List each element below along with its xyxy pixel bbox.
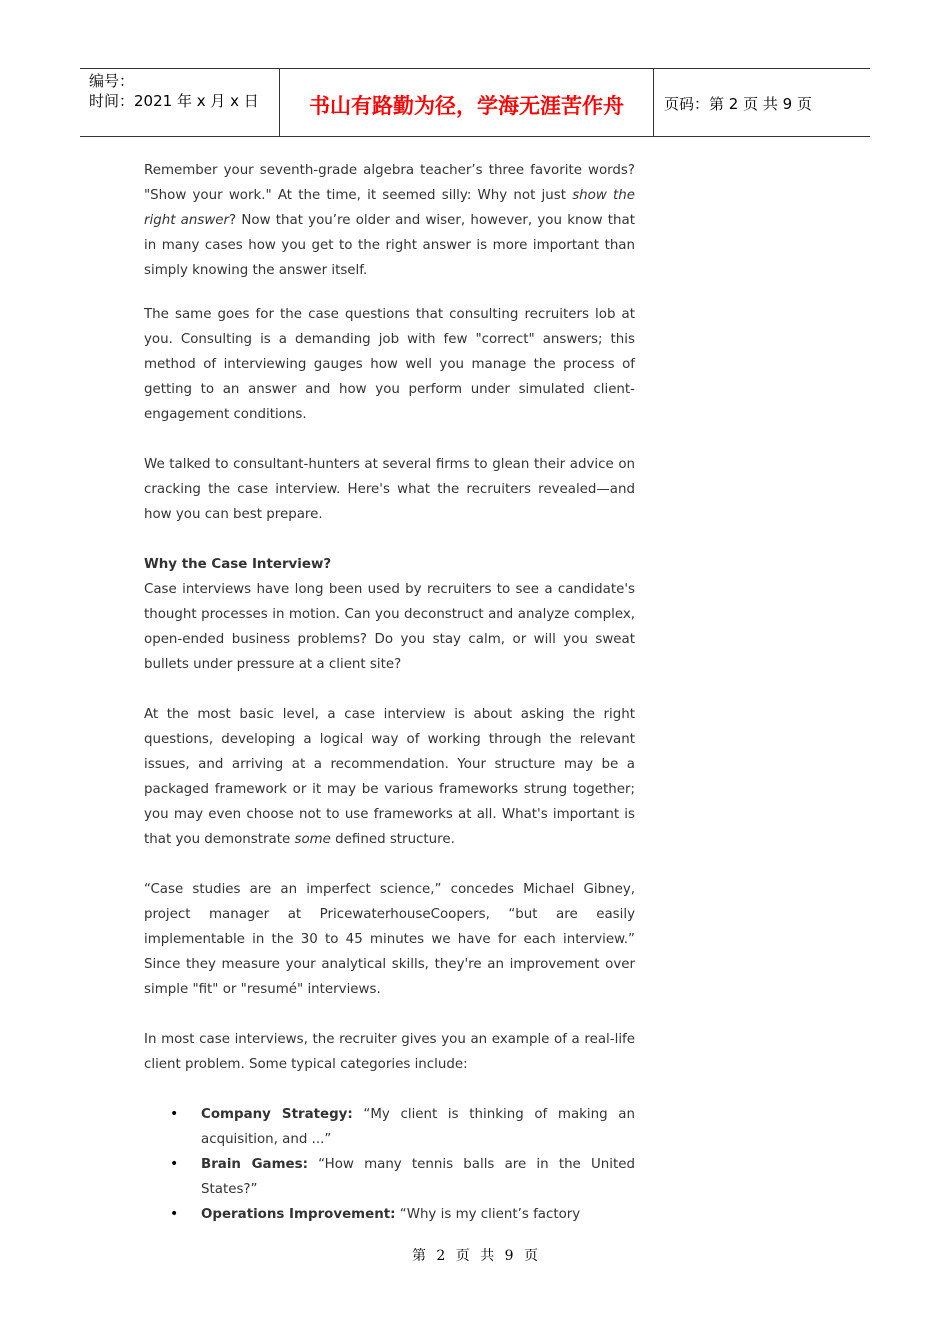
emphasis: show the right answer <box>144 188 635 228</box>
bullet-icon: • <box>170 1106 179 1122</box>
bullet-icon: • <box>170 1206 179 1222</box>
header-motto: 书山有路勤为径，学海无涯苦作舟 <box>280 69 654 136</box>
paragraph: Remember your seventh-grade algebra teacher’s three favorite words? "Show your work." At the time, it seemed silly: Why not just show the right answer? Now that you’re older and wiser, however, you know that in many cases how you get to the right answer is more important than simply knowing the answer itself. <box>144 163 635 278</box>
page-footer: 第 2 页 共 9 页 <box>411 1248 539 1264</box>
section-heading: Why the Case Interview? <box>144 557 332 572</box>
bullet-icon: • <box>170 1156 179 1172</box>
paragraph: We talked to consultant-hunters at several firms to glean their advice on cracking the case interview. Here's what the recruiters revealed—and how you can best prepare. <box>144 457 635 522</box>
page-header <box>80 68 870 137</box>
paragraph: In most case interviews, the recruiter gives you an example of a real-life client problem. Some typical categories include: <box>144 1032 635 1072</box>
category-label: Brain Games: <box>201 1157 308 1172</box>
list-item: • Brain Games: “How many tennis balls are in the United States?” <box>144 1152 635 1202</box>
category-label: Operations Improvement: <box>201 1207 396 1222</box>
header-meta <box>80 69 280 136</box>
header-page-number: 页码：第 2 页 共 9 页 <box>664 95 812 113</box>
document-date: 时间：2021 年 x 月 x 日 <box>89 92 259 110</box>
paragraph: “Case studies are an imperfect science,” concedes Michael Gibney, project manager at PricewaterhouseCoopers, “but are easily implementable in the 30 to 45 minutes we have for each interview.” Since they measure your analytical skills, they're an improvement over simple "fit" or "resumé" interviews. <box>144 882 635 997</box>
emphasis: some <box>294 832 331 847</box>
paragraph: The same goes for the case questions that consulting recruiters lob at you. Consulting is a demanding job with few "correct" answers; this method of interviewing gauges how well you manage the process of getting to an answer and how you perform under simulated client-engagement conditions. <box>144 307 635 422</box>
list-item: • Company Strategy: “My client is thinking of making an acquisition, and ...” <box>144 1102 635 1152</box>
document-number: 编号： <box>89 72 135 90</box>
paragraph: At the most basic level, a case interview is about asking the right questions, developing a logical way of working through the relevant issues, and arriving at a recommendation. Your structure may be a packaged framework or it may be various frameworks strung together; you may even choose not to use frameworks at all. What's important is that you demonstrate some defined structure. <box>144 707 635 847</box>
paragraph: Case interviews have long been used by recruiters to see a candidate's thought processes in motion. Can you deconstruct and analyze complex, open-ended business problems? Do you stay calm, or will you sweat bullets under pressure at a client site? <box>144 582 635 672</box>
category-label: Company Strategy: <box>201 1107 353 1122</box>
article-body <box>144 158 635 1227</box>
category-list <box>144 1102 635 1227</box>
list-item: • Operations Improvement: “Why is my client’s factory <box>144 1202 635 1227</box>
